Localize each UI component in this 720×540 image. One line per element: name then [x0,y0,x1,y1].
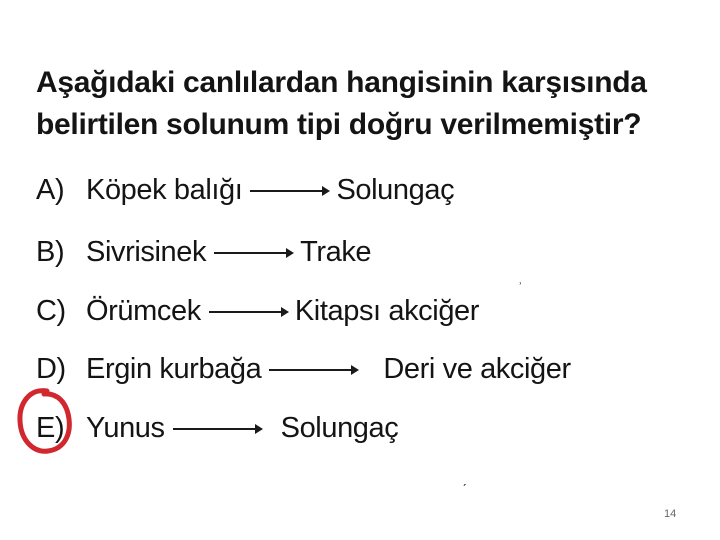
question-text [36,62,647,146]
option-organism: Sivrisinek [86,236,207,268]
option-respiration: Deri ve akciğer [383,353,571,385]
option-organism: Ergin kurbağa [86,353,262,385]
option-organism: Yunus [86,412,165,444]
option-respiration: Kitapsı akciğer [294,295,480,327]
option-letter: A) [36,174,65,206]
arrow-icon [269,369,357,371]
option-letter: C) [36,295,66,327]
arrow-icon [250,190,328,192]
option-letter: E) [36,412,65,444]
option-d [36,349,571,389]
arrow-icon [209,311,287,313]
option-organism: Köpek balığı [86,174,243,206]
option-organism: Örümcek [86,295,201,327]
question-line-1: Aşağıdaki canlılardan hangisinin karşısında [36,66,647,99]
option-respiration: Solungaç [336,174,455,206]
page-number: 14 [664,508,677,520]
option-a [36,170,454,210]
arrow-icon [173,428,261,430]
option-b [36,232,371,272]
answer-circle-icon [14,385,76,459]
stray-mark-icon: ˏ [462,470,467,486]
arrow-icon [214,252,292,254]
option-e [36,408,398,448]
option-letter: B) [36,236,65,268]
option-letter: D) [36,353,66,385]
option-respiration: Trake [300,236,372,268]
option-respiration: Solungaç [280,412,399,444]
stray-mark-icon: ˒ [518,272,523,288]
question-line-2: belirtilen solunum tipi doğru verilmemiştir? [36,108,642,141]
option-c [36,291,479,331]
